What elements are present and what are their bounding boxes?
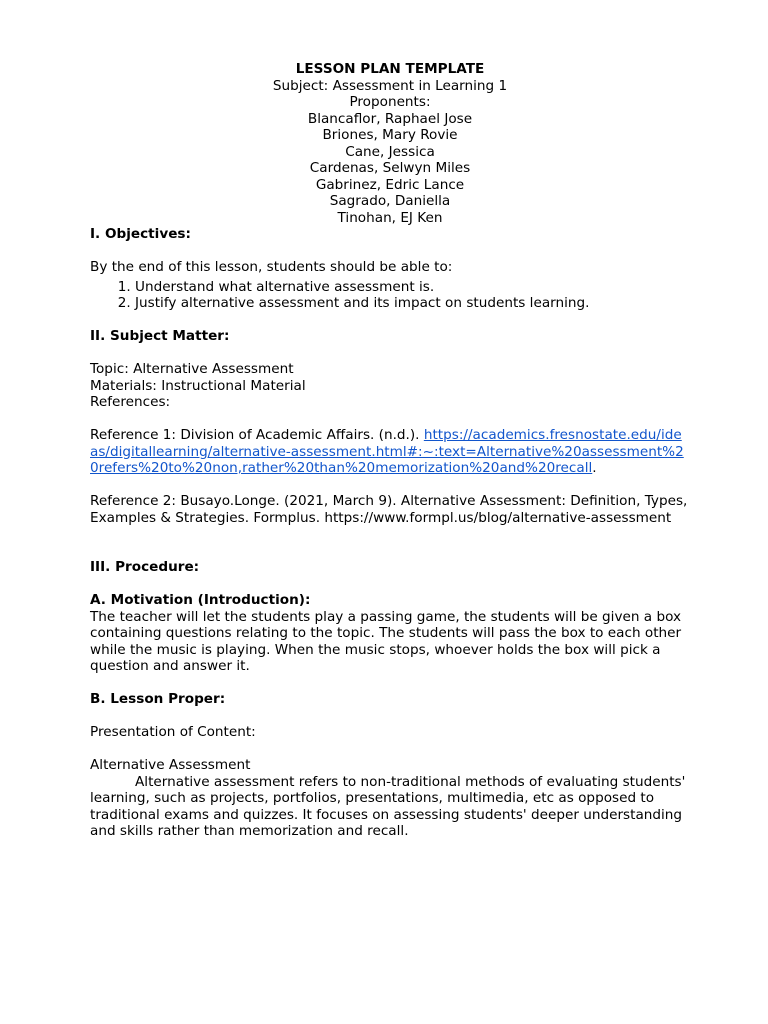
topic-line: Topic: Alternative Assessment	[90, 361, 294, 377]
proponent-name: Cardenas, Selwyn Miles	[309, 160, 471, 176]
reference-1-text: Reference 1: Division of Academic Affairs. (n.d.).	[90, 427, 420, 443]
reference-1	[90, 427, 690, 477]
proponent-name: Cane, Jessica	[345, 143, 435, 160]
objectives-intro: By the end of this lesson, students should be able to:	[90, 259, 453, 275]
references-label: References:	[90, 394, 171, 410]
document-header	[90, 61, 690, 226]
motivation-text: The teacher will let the students play a passing game, the students will be given a box containing questions relating to the topic. The students will pass the box to each other while the music is playing. When the music stops, whoever holds the box will pick a question and answer it.	[90, 608, 682, 674]
proponent-name: Tinohan, EJ Ken	[337, 209, 443, 226]
objective-item: 2. Justify alternative assessment and its impact on students learning.	[135, 295, 690, 312]
reference-1-link[interactable]: https://academics.fresnostate.edu/ideas/digitallearning/alternative-assessment.html#:~:text=Alternative%20assessment%20refers%20to%20non,rather%20than%20memorization%20and%20recall	[90, 427, 684, 476]
reference-1-end: .	[592, 460, 597, 476]
alternative-assessment-text: Alternative assessment refers to non-traditional methods of evaluating students' learning, such as projects, portfolios, presentations, multimedia, etc as opposed to traditional exams and quizzes. It focuses on assessing students' deeper understanding and skills rather than memorization and recall.	[90, 773, 686, 839]
lesson-proper-heading: B. Lesson Proper:	[90, 691, 226, 707]
reference-2: Reference 2: Busayo.Longe. (2021, March 9). Alternative Assessment: Definition, Types, Examples & Strategies. Formplus. https://www.formpl.us/blog/alternative-assessment	[90, 493, 688, 526]
objective-item: 1. Understand what alternative assessment is.	[135, 279, 690, 296]
procedure-heading: III. Procedure:	[90, 559, 200, 575]
alternative-assessment-title: Alternative Assessment	[90, 757, 251, 773]
proponent-name: Briones, Mary Rovie	[322, 127, 458, 143]
objectives-list	[90, 279, 690, 312]
materials-line: Materials: Instructional Material	[90, 377, 306, 394]
proponents-label: Proponents:	[349, 94, 431, 110]
proponent-name: Blancaflor, Raphael Jose	[307, 110, 473, 127]
proponent-name: Sagrado, Daniella	[329, 193, 451, 209]
motivation-heading: A. Motivation (Introduction):	[90, 592, 311, 608]
proponent-name: Gabrinez, Edric Lance	[315, 176, 465, 193]
document-title: LESSON PLAN TEMPLATE	[295, 61, 485, 77]
subject-matter-heading: II. Subject Matter:	[90, 328, 230, 344]
presentation-label: Presentation of Content:	[90, 724, 256, 740]
objectives-heading: I. Objectives:	[90, 226, 191, 242]
subject-line: Subject: Assessment in Learning 1	[272, 77, 508, 94]
document-page	[90, 61, 690, 840]
